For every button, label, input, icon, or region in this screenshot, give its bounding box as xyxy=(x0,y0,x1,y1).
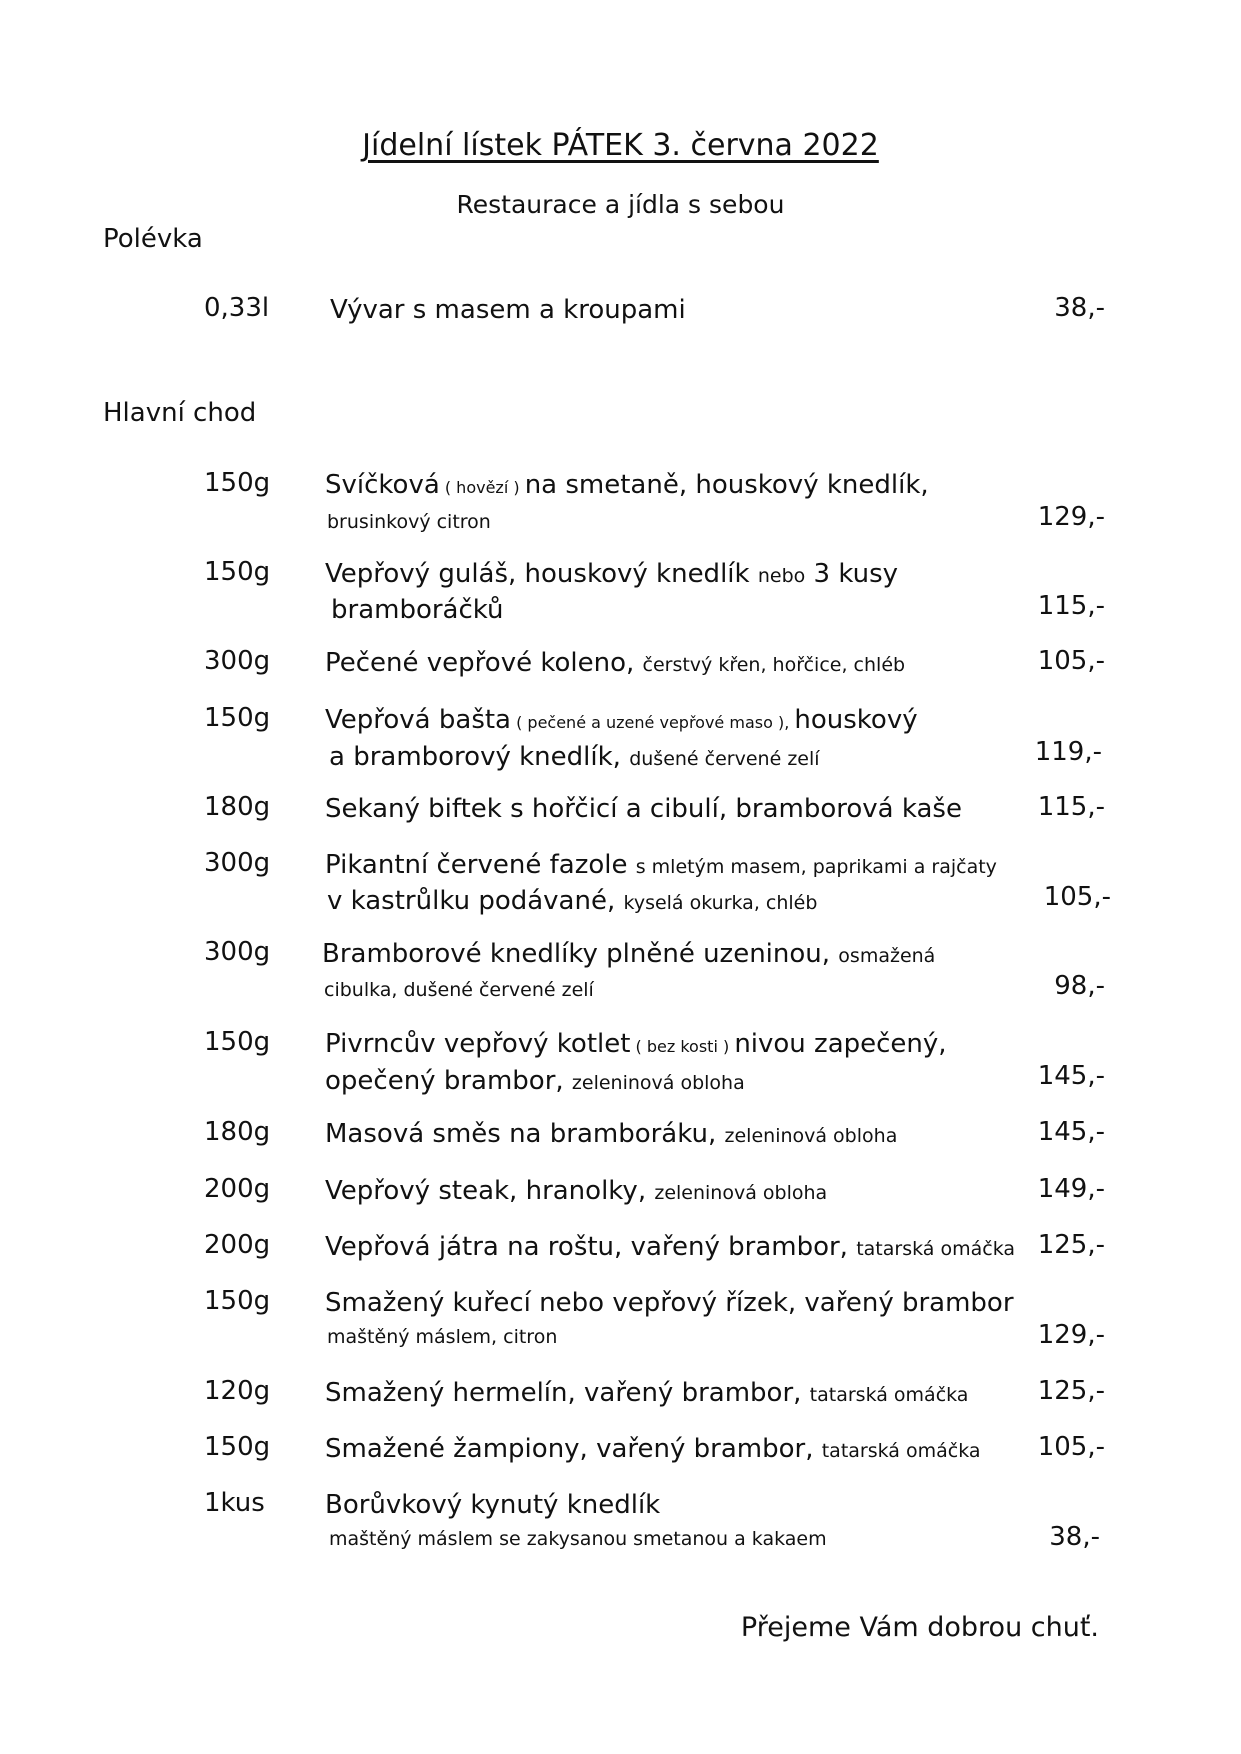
item-name: Pečené vepřové koleno, xyxy=(325,648,643,678)
item-description xyxy=(325,848,1045,920)
item-price: 125,- xyxy=(1037,1230,1105,1260)
item-side: brusinkový citron xyxy=(327,511,491,533)
item-description xyxy=(325,792,1045,826)
item-name: Smažený hermelín, vařený brambor, xyxy=(325,1378,810,1408)
item-name-line2-wrap xyxy=(325,1064,1045,1100)
item-quantity: 0,33l xyxy=(204,293,270,323)
item-quantity: 150g xyxy=(204,1286,271,1316)
item-price: 129,- xyxy=(1037,502,1105,532)
item-quantity: 300g xyxy=(204,646,271,676)
item-name-line2-wrap xyxy=(325,740,1045,776)
item-description xyxy=(325,1286,1045,1354)
item-side: cibulka, dušené červené zelí xyxy=(324,979,594,1001)
menu-title: Jídelní lístek PÁTEK 3. června 2022 xyxy=(362,128,879,163)
item-quantity: 180g xyxy=(204,792,271,822)
item-quantity: 180g xyxy=(204,1117,271,1147)
item-name: Vepřový guláš, houskový knedlík xyxy=(325,559,758,589)
item-name-cont: houskový xyxy=(794,705,918,735)
item-description xyxy=(325,646,1045,682)
item-name-line2: v kastrůlku podávané, xyxy=(327,886,624,916)
item-price: 105,- xyxy=(1037,646,1105,676)
item-side: tatarská omáčka xyxy=(821,1440,981,1462)
item-name-line2-wrap xyxy=(325,884,1045,920)
item-description xyxy=(325,1230,1045,1266)
item-name: Svíčková xyxy=(325,470,440,500)
item-quantity: 200g xyxy=(204,1174,271,1204)
item-price: 129,- xyxy=(1037,1320,1105,1350)
item-quantity: 150g xyxy=(204,1432,271,1462)
item-price: 115,- xyxy=(1037,792,1105,822)
item-price: 145,- xyxy=(1037,1117,1105,1147)
item-note: osmažená xyxy=(838,945,936,967)
item-side: maštěný máslem se zakysanou smetanou a kakaem xyxy=(329,1528,827,1550)
item-note: nebo xyxy=(757,565,806,587)
item-side: tatarská omáčka xyxy=(856,1238,1016,1260)
item-name: Sekaný biftek s hořčicí a cibulí, bramborová kaše xyxy=(325,794,962,824)
item-name: Vepřový steak, hranolky, xyxy=(325,1176,655,1206)
item-price: 98,- xyxy=(1054,971,1105,1001)
item-quantity: 150g xyxy=(204,468,271,498)
item-quantity: 1kus xyxy=(204,1488,265,1518)
item-price: 105,- xyxy=(1043,882,1111,912)
item-quantity: 150g xyxy=(204,703,271,733)
item-side: tatarská omáčka xyxy=(809,1384,969,1406)
section-heading-soup: Polévka xyxy=(103,224,203,254)
item-description xyxy=(322,937,1042,1007)
item-price: 105,- xyxy=(1037,1432,1105,1462)
item-description xyxy=(325,1376,1045,1412)
item-description xyxy=(325,1174,1045,1210)
item-quantity: 300g xyxy=(204,937,271,967)
item-note: ( bez kosti ) xyxy=(630,1037,735,1056)
item-name-line2: bramboráčků xyxy=(331,595,504,625)
item-price: 145,- xyxy=(1037,1061,1105,1091)
item-price: 119,- xyxy=(1034,737,1102,767)
item-quantity: 200g xyxy=(204,1230,271,1260)
item-name-cont: nivou zapečený, xyxy=(734,1029,947,1059)
item-name: Vepřová játra na roštu, vařený brambor, xyxy=(325,1232,857,1262)
item-description xyxy=(325,1117,1045,1153)
item-name: Borůvkový kynutý knedlík xyxy=(325,1490,661,1520)
item-name: Vývar s masem a kroupami xyxy=(330,295,686,325)
item-price: 38,- xyxy=(1049,1522,1100,1552)
item-note: ( hovězí ) xyxy=(439,478,525,497)
item-description xyxy=(325,1488,1045,1556)
item-note: ( pečené a uzené vepřové maso ), xyxy=(511,713,795,732)
item-description xyxy=(325,557,1045,627)
item-quantity: 120g xyxy=(204,1376,271,1406)
item-name: Smažené žampiony, vařený brambor, xyxy=(325,1434,822,1464)
item-name-cont: na smetaně, houskový knedlík, xyxy=(524,470,929,500)
item-side: zeleninová obloha xyxy=(654,1182,828,1204)
item-name-line2: a bramborový knedlík, xyxy=(329,742,630,772)
item-price: 149,- xyxy=(1037,1174,1105,1204)
item-name-cont: 3 kusy xyxy=(805,559,899,589)
item-side: zeleninová obloha xyxy=(724,1125,898,1147)
closing-greeting: Přejeme Vám dobrou chuť. xyxy=(740,1612,1099,1643)
section-heading-main: Hlavní chod xyxy=(103,398,257,428)
item-quantity: 150g xyxy=(204,1027,271,1057)
item-name: Bramborové knedlíky plněné uzeninou, xyxy=(322,939,839,969)
item-name: Smažený kuřecí nebo vepřový řízek, vařený brambor xyxy=(325,1288,1014,1318)
item-price: 115,- xyxy=(1037,591,1105,621)
item-side: maštěný máslem, citron xyxy=(327,1326,558,1348)
item-note: s mletým masem, paprikami a rajčaty xyxy=(635,856,997,878)
item-side: kyselá okurka, chléb xyxy=(623,892,818,914)
item-quantity: 300g xyxy=(204,848,271,878)
item-description xyxy=(325,703,1045,776)
item-description xyxy=(325,1027,1045,1100)
item-name: Vepřová bašta xyxy=(325,705,511,735)
item-description xyxy=(325,1432,1045,1468)
item-side: zeleninová obloha xyxy=(571,1072,745,1094)
item-side: dušené červené zelí xyxy=(629,748,820,770)
item-name-line2: opečený brambor, xyxy=(325,1066,572,1096)
menu-subtitle: Restaurace a jídla s sebou xyxy=(456,190,785,219)
item-price: 125,- xyxy=(1037,1376,1105,1406)
item-description xyxy=(325,468,1045,539)
item-name: Pikantní červené fazole xyxy=(325,850,636,880)
item-side: čerstvý křen, hořčice, chléb xyxy=(642,654,906,676)
item-name: Masová směs na bramboráku, xyxy=(325,1119,725,1149)
item-name: Pivrncův vepřový kotlet xyxy=(325,1029,631,1059)
item-quantity: 150g xyxy=(204,557,271,587)
item-price: 38,- xyxy=(1054,293,1105,323)
